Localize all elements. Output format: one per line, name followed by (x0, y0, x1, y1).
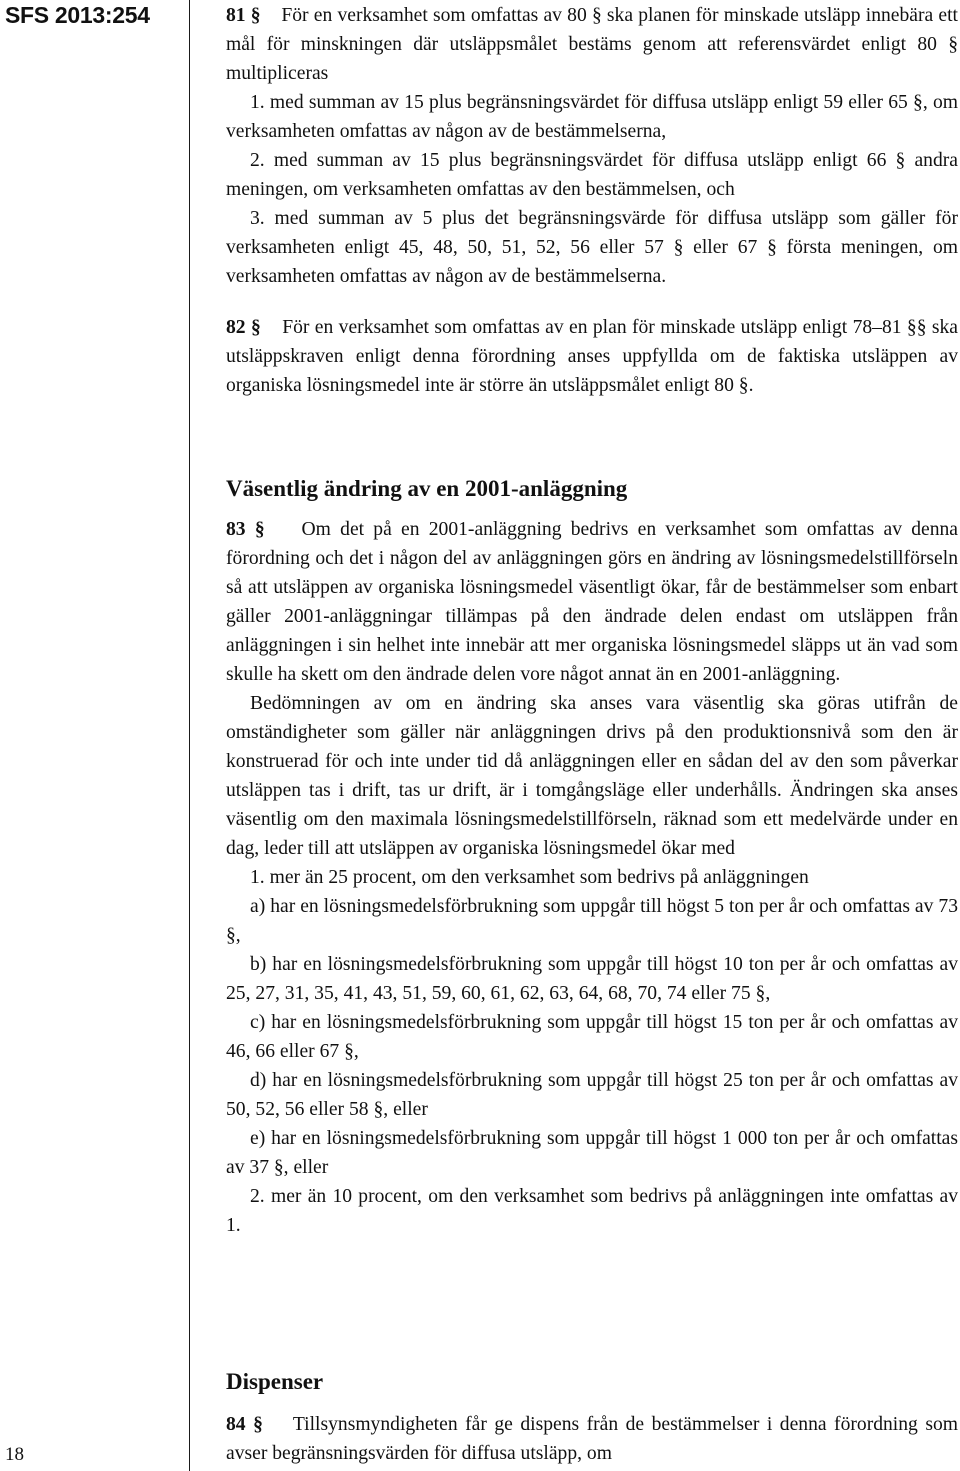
paragraph: Bedömningen av om en ändring ska anses vara väsentlig ska göras utifrån de omständigheter som gäller när anläggningen drivs på den produktionsnivå som den är konstruerad för och inte under tid då anläggningen eller en sådan del av den som påverkar utsläppen tas i drift, tas ur drift, är i tomgångsläge eller underhålls. Ändringen ska anses väsentlig om den maximala lösningsmedelstillförseln, räknad som ett medelvärde under en dag, leder till att utsläppen av organiska lösningsmedel ökar med (226, 693, 958, 859)
list-subitem: b) har en lösningsmedelsförbrukning som uppgår till högst 10 ton per år och omfattas av 25, 27, 31, 35, 41, 43, 51, 59, 60, 61, 62, 63, 64, 68, 70, 74 eller 75 §, (226, 954, 958, 1004)
document-number-header: SFS 2013:254 (5, 2, 150, 28)
list-subitem: a) har en lösningsmedelsförbrukning som uppgår till högst 5 ton per år och omfattas av 73 §, (226, 896, 958, 946)
list-item: 1. med summan av 15 plus begränsningsvärdet för diffusa utsläpp enligt 59 eller 65 §, om verksamheten omfattas av någon av de bestämmelserna, (226, 92, 958, 142)
section-82 (226, 313, 958, 400)
list-subitem: d) har en lösningsmedelsförbrukning som uppgår till högst 25 ton per år och omfattas av 50, 52, 56 eller 58 §, eller (226, 1070, 958, 1120)
section-heading: Dispenser (226, 1369, 324, 1394)
list-subitem: c) har en lösningsmedelsförbrukning som uppgår till högst 15 ton per år och omfattas av 46, 66 eller 67 §, (226, 1012, 958, 1062)
section-text: För en verksamhet som omfattas av en plan för minskade utsläpp enligt 78–81 §§ ska utsläppskraven enligt denna förordning anses uppfyllda om de faktiska utsläppen av organiska lösningsmedel inte är större än utsläppsmålet enligt 80 §. (226, 317, 959, 396)
section-81 (226, 1, 958, 291)
section-84 (226, 1410, 958, 1468)
section-83 (226, 515, 958, 1240)
list-item: 2. med summan av 15 plus begränsningsvärdet för diffusa utsläpp enligt 66 § andra meningen, om verksamheten omfattas av den bestämmelsen, och (226, 150, 958, 200)
page-number: 18 (5, 1444, 24, 1465)
list-subitem: e) har en lösningsmedelsförbrukning som uppgår till högst 1 000 ton per år och omfattas av 37 §, eller (226, 1128, 958, 1178)
section-number: 81 § (226, 5, 261, 26)
section-number: 84 § (226, 1414, 263, 1435)
section-number: 82 § (226, 317, 261, 338)
list-item: 1. mer än 25 procent, om den verksamhet som bedrivs på anläggningen (250, 867, 809, 888)
section-text: Om det på en 2001-anläggning bedrivs en verksamhet som omfattas av denna förordning och det i någon del av anläggningen görs en ändring av lösningsmedelstillförseln så att utsläppen av organiska lösningsmedel väsentligt ökar, får de bestämmelser som enbart gäller 2001-anläggningar tillämpas på den ändrade delen endast om utsläppen från anläggningen i sin helhet inte innebär att mer organiska lösningsmedel släpps ut än vad som skulle ha skett om den ändrade delen vore något annat än en 2001-anläggning. (226, 519, 958, 685)
section-heading: Väsentlig ändring av en 2001-anläggning (226, 476, 628, 501)
list-item: 3. med summan av 5 plus det begränsningsvärde för diffusa utsläpp som gäller för verksamheten enligt 45, 48, 50, 51, 52, 56 eller 57 § eller 67 § första meningen, om verksamheten omfattas av någon av de bestämmelserna. (226, 208, 958, 287)
list-item: 2. mer än 10 procent, om den verksamhet som bedrivs på anläggningen inte omfattas av 1. (226, 1186, 958, 1236)
margin-divider (189, 0, 190, 1471)
section-text: Tillsynsmyndigheten får ge dispens från de bestämmelser i denna förordning som avser begränsningsvärden för diffusa utsläpp, om (226, 1414, 959, 1464)
section-text: För en verksamhet som omfattas av 80 § ska planen för minskade utsläpp innebära ett mål för minskningen där utsläppsmålet bestäms genom att referensvärdet enligt 80 § multipliceras (226, 5, 958, 84)
section-number: 83 § (226, 519, 265, 540)
